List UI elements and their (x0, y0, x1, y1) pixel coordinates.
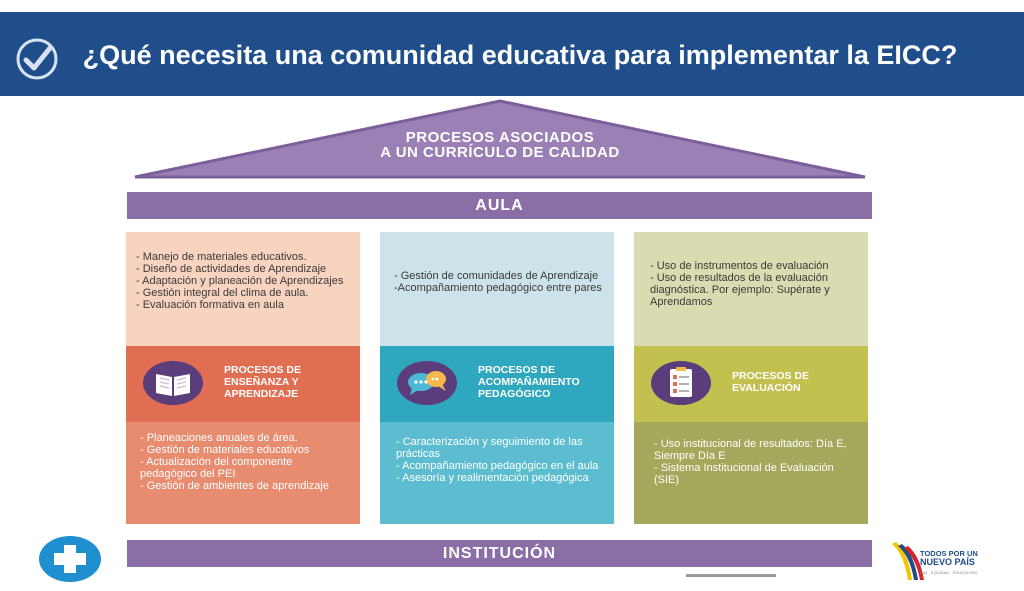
list-item: - Evaluación formativa en aula (136, 299, 284, 311)
caption-line (686, 574, 776, 577)
process-label: PROCESOS DE EVALUACIÓN (732, 370, 810, 394)
list-item: -Acompañamiento pedagógico entre pares (394, 282, 602, 294)
institucion-band: INSTITUCIÓN (127, 540, 872, 567)
list-item: - Asesoría y realimentación pedagógica (396, 472, 589, 484)
aula-band: AULA (127, 192, 872, 219)
list-item: - Diseño de actividades de Aprendizaje (136, 263, 327, 275)
gov-logo-line1: TODOS POR UN (920, 549, 978, 558)
column-top-block (126, 232, 360, 346)
list-item: - Gestión de materiales educativos (140, 444, 310, 456)
column-ensenanza (126, 232, 360, 524)
roof-title (300, 130, 700, 160)
list-item: - Uso de resultados de la evaluación diagnóstica. Por ejemplo: Supérate y Aprendamos (650, 272, 830, 308)
column-process-header (380, 346, 614, 422)
list-item: - Uso de instrumentos de evaluación (650, 260, 829, 272)
page-title: ¿Qué necesita una comunidad educativa para implementar la EICC? (82, 40, 958, 70)
gov-logo-tagline: PAZ · EQUIDAD · EDUCACIÓN (920, 570, 977, 575)
list-item: - Acompañamiento pedagógico en el aula (396, 460, 599, 472)
list-item: - Gestión integral del clima de aula. (136, 287, 309, 299)
list-item: - Sistema Institucional de Evaluación (SIE) (654, 462, 834, 486)
column-bottom-block (126, 422, 360, 524)
roof-title-line1: PROCESOS ASOCIADOS (405, 129, 595, 146)
process-label: PROCESOS DE ENSEÑANZA Y APRENDIZAJE (224, 364, 302, 400)
plus-cross-logo (38, 535, 102, 583)
list-item: - Caracterización y seguimiento de las prácticas (396, 436, 583, 460)
column-acompanamiento (380, 232, 614, 524)
gov-logo-text (920, 549, 1000, 567)
list-item: - Uso institucional de resultados: Día E, Siempre Día E (654, 438, 847, 462)
clipboard-checklist-icon (650, 360, 712, 406)
list-item: - Planeaciones anuales de área. (140, 432, 298, 444)
column-process-header (126, 346, 360, 422)
checkmark-circle-icon (14, 36, 60, 82)
list-item: - Manejo de materiales educativos. (136, 251, 307, 263)
list-item: - Gestión de comunidades de Aprendizaje (394, 270, 599, 282)
gov-logo-line2: NUEVO PAÍS (920, 557, 975, 567)
column-evaluacion (634, 232, 868, 524)
column-process-header (634, 346, 868, 422)
list-item: - Adaptación y planeación de Aprendizajes (136, 275, 344, 287)
column-top-block (380, 232, 614, 346)
chat-bubbles-icon (396, 360, 458, 406)
list-item: - Actualización del componente pedagógico del PEI (140, 456, 293, 480)
open-book-icon (142, 360, 204, 406)
list-item: - Gestión de ambientes de aprendizaje (140, 480, 329, 492)
column-top-block (634, 232, 868, 346)
column-bottom-block (380, 422, 614, 524)
column-bottom-block (634, 422, 868, 524)
process-label: PROCESOS DE ACOMPAÑAMIENTO PEDAGÓGICO (478, 364, 580, 400)
roof-title-line2: A UN CURRÍCULO DE CALIDAD (380, 144, 620, 161)
header-bar (0, 12, 1024, 96)
